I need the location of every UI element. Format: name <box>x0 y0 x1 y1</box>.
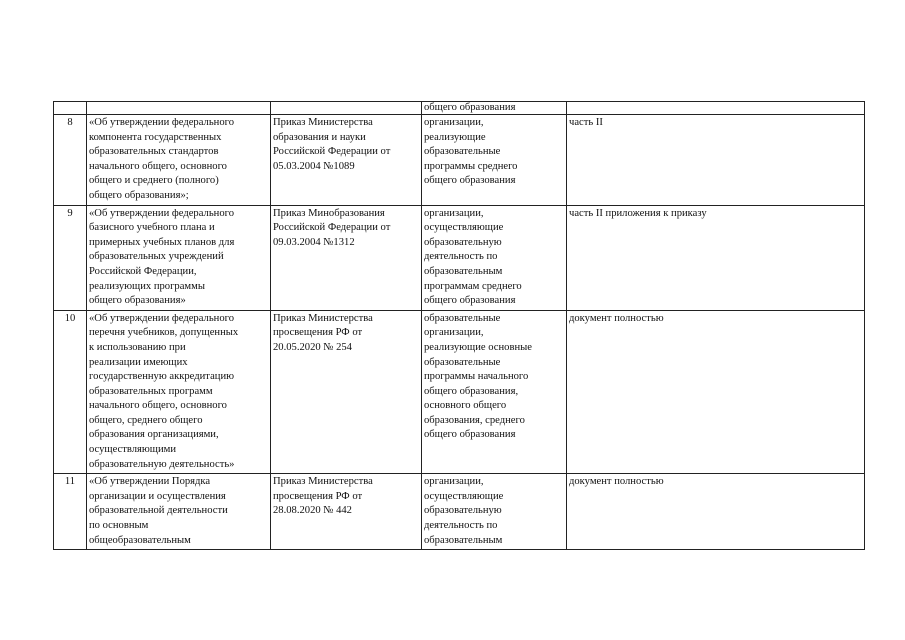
document-title-line: начального общего, основного <box>89 400 227 412</box>
order-cell <box>271 115 422 206</box>
table-row <box>54 115 865 206</box>
order-line: Приказ Министерства <box>273 117 373 128</box>
document-title-line: образовательной деятельности <box>89 505 228 517</box>
document-title-line: общего, среднего общего <box>89 414 203 426</box>
order-line: 20.05.2020 № 254 <box>273 341 352 353</box>
applies-to-line: программам среднего <box>424 280 522 292</box>
applies-to-cell <box>422 310 567 474</box>
applies-to-line: деятельность по <box>424 251 498 263</box>
applies-to-line: общего образования <box>424 175 516 187</box>
applies-to-line: общего образования, <box>424 385 519 397</box>
row-number: 11 <box>64 476 76 488</box>
document-title-line: «Об утверждении Порядка <box>89 476 211 488</box>
document-title-line: Российской Федерации, <box>89 265 197 277</box>
applies-to-line: организации, <box>424 117 484 128</box>
applies-to-cell <box>422 205 567 310</box>
applies-to-cell <box>422 115 567 206</box>
document-title-cell <box>87 115 271 206</box>
order-cell <box>271 310 422 474</box>
order-cell <box>271 474 422 550</box>
applies-to-line: образовательные <box>424 312 501 324</box>
document-title-line: организации и осуществления <box>89 490 226 502</box>
applies-to-line: образовательным <box>424 265 503 277</box>
applies-to-line: реализующие <box>424 131 486 143</box>
applies-to-line: образовательные <box>424 356 501 368</box>
order-cell <box>271 205 422 310</box>
row-number-cell <box>54 115 87 206</box>
table-row <box>54 205 865 310</box>
applies-to-line: общего образования <box>424 295 516 307</box>
row-number-cell <box>54 310 87 474</box>
document-title-line: по основным <box>89 520 149 532</box>
document-title-line: образования организациями, <box>89 429 219 441</box>
document-title-line: реализующих программы <box>89 280 205 292</box>
part-line: документ полностью <box>569 476 664 488</box>
row-number: 8 <box>67 117 73 128</box>
applies-to-line: деятельность по <box>424 520 498 532</box>
order-line: 05.03.2004 №1089 <box>273 160 355 172</box>
document-title-line: базисного учебного плана и <box>89 222 215 234</box>
applies-to-line: образовательную <box>424 505 502 517</box>
applies-to-cell <box>422 102 567 115</box>
part-cell <box>567 310 865 474</box>
row-number-cell <box>54 205 87 310</box>
document-title-line: компонента государственных <box>89 131 222 143</box>
applies-to-line: программы среднего <box>424 160 518 172</box>
order-line: Российской Федерации от <box>273 146 391 158</box>
document-title-line: общеобразовательным <box>89 534 191 546</box>
document-title-line: образовательную деятельность» <box>89 458 235 470</box>
order-line: Приказ Министерства <box>273 476 373 488</box>
document-title-line: начального общего, основного <box>89 160 227 172</box>
part-cell <box>567 474 865 550</box>
order-cell <box>271 102 422 115</box>
table-row <box>54 474 865 550</box>
document-title-line: общего образования» <box>89 295 186 307</box>
applies-to-cell <box>422 474 567 550</box>
regulations-table <box>53 101 865 550</box>
order-line: просвещения РФ от <box>273 490 363 502</box>
applies-to-line: осуществляющие <box>424 490 504 502</box>
document-title-line: «Об утверждении федерального <box>89 207 234 219</box>
document-title-line: «Об утверждении федерального <box>89 117 234 128</box>
document-title-line: общего и среднего (полного) <box>89 175 219 187</box>
applies-to-line: общего образования <box>424 429 516 441</box>
applies-to-line: образовательную <box>424 236 502 248</box>
applies-to-line: организации, <box>424 207 484 219</box>
applies-to-line: образовательные <box>424 146 501 158</box>
part-line: часть II приложения к приказу <box>569 207 707 219</box>
order-line: образования и науки <box>273 131 366 143</box>
row-number: 9 <box>67 207 73 219</box>
applies-to-line: основного общего <box>424 400 507 412</box>
part-cell <box>567 102 865 115</box>
document-title-cell <box>87 310 271 474</box>
document-title-line: образовательных стандартов <box>89 146 219 158</box>
part-cell <box>567 205 865 310</box>
document-title-cell <box>87 474 271 550</box>
applies-to-line: образовательным <box>424 534 503 546</box>
applies-to-line: осуществляющие <box>424 222 504 234</box>
applies-to-line: организации, <box>424 327 484 339</box>
part-line: документ полностью <box>569 312 664 324</box>
document-title-line: общего образования»; <box>89 189 189 201</box>
row-number-cell <box>54 474 87 550</box>
order-line: 09.03.2004 №1312 <box>273 236 355 248</box>
row-number: 10 <box>64 312 76 324</box>
document-title-line: образовательных учреждений <box>89 251 224 263</box>
part-cell <box>567 115 865 206</box>
document-title-line: примерных учебных планов для <box>89 236 235 248</box>
document-title-line: реализации имеющих <box>89 356 188 368</box>
applies-to-line: общего образования <box>424 102 516 113</box>
order-line: Приказ Министерства <box>273 312 373 324</box>
document-title-line: к использованию при <box>89 341 186 353</box>
order-line: Приказ Минобразования <box>273 207 385 219</box>
row-number-cell <box>54 102 87 115</box>
document-title-line: перечня учебников, допущенных <box>89 327 239 339</box>
applies-to-line: программы начального <box>424 371 529 383</box>
applies-to-line: образования, среднего <box>424 414 525 426</box>
document-title-line: образовательных программ <box>89 385 213 397</box>
document-title-cell <box>87 102 271 115</box>
order-line: 28.08.2020 № 442 <box>273 505 352 517</box>
document-title-line: «Об утверждении федерального <box>89 312 234 324</box>
applies-to-line: организации, <box>424 476 484 488</box>
applies-to-line: реализующие основные <box>424 341 532 353</box>
document-title-cell <box>87 205 271 310</box>
document-title-line: осуществляющими <box>89 444 177 456</box>
table-row-continuation <box>54 102 865 115</box>
part-line: часть II <box>569 117 603 128</box>
order-line: просвещения РФ от <box>273 327 363 339</box>
document-title-line: государственную аккредитацию <box>89 371 235 383</box>
order-line: Российской Федерации от <box>273 222 391 234</box>
table-row <box>54 310 865 474</box>
